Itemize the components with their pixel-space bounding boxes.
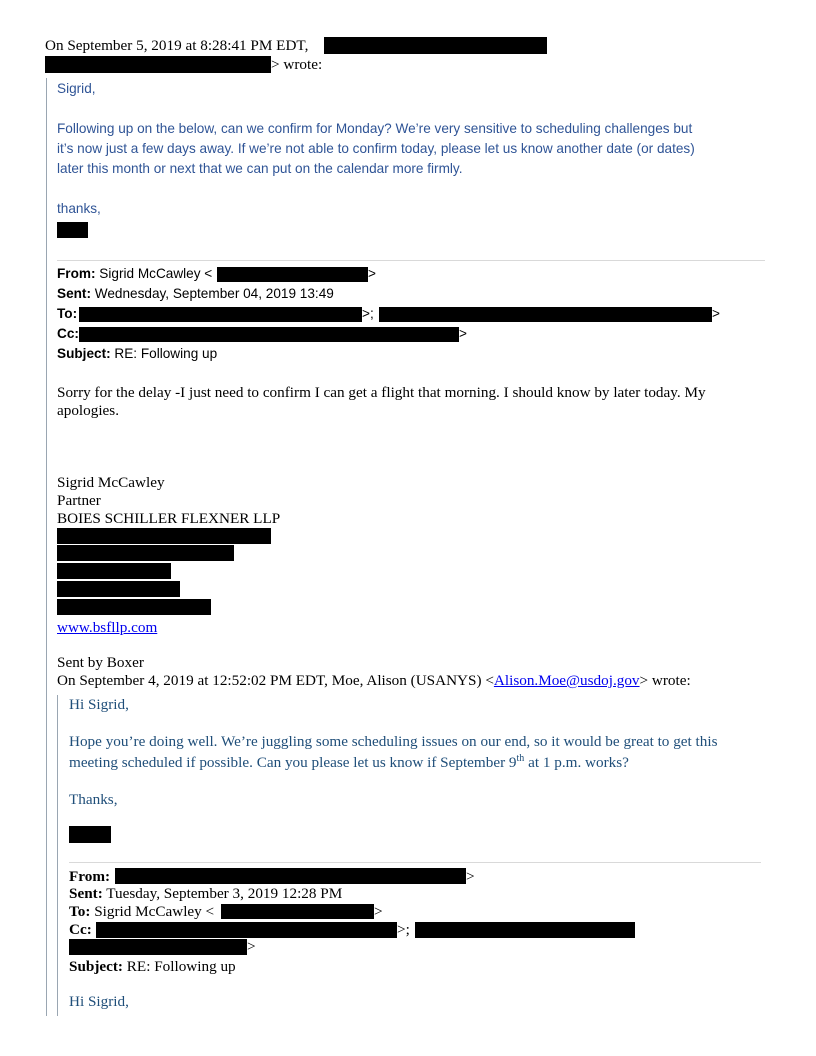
cc-line-separator: >; — [397, 921, 410, 938]
redaction-block — [57, 599, 211, 615]
to-line-separator: >; — [362, 306, 374, 321]
signoff: Thanks, — [69, 791, 118, 808]
header-divider — [69, 862, 761, 863]
to-line: To: Sigrid McCawley < — [69, 903, 215, 920]
redaction-block — [415, 922, 635, 938]
to-line-label: To: — [57, 306, 78, 321]
cc-line-end: > — [247, 938, 256, 955]
subject-line: Subject: RE: Following up — [69, 958, 236, 975]
body-line: later this month or next that we can put on the calendar more firmly. — [57, 161, 463, 176]
quote-bar-level2 — [57, 695, 58, 1016]
from-line: From: Sigrid McCawley < — [57, 266, 213, 281]
redaction-block — [69, 826, 111, 843]
redaction-block — [217, 267, 368, 282]
redaction-block — [324, 37, 547, 54]
from-line-label: From: — [69, 868, 111, 885]
redaction-block — [69, 939, 247, 955]
redaction-block — [379, 307, 712, 322]
greeting: Hi Sigrid, — [69, 993, 129, 1010]
greeting: Hi Sigrid, — [69, 696, 129, 713]
redaction-block — [96, 922, 397, 938]
redaction-block — [79, 307, 362, 322]
cc-line-label: Cc: — [69, 921, 92, 938]
body-line: it’s now just a few days away. If we’re not able to confirm today, please let us know another date (or dates) — [57, 141, 695, 156]
email-link[interactable]: Alison.Moe@usdoj.gov — [493, 672, 640, 689]
signature-firm: BOIES SCHILLER FLEXNER LLP — [57, 510, 281, 527]
body-line: Sorry for the delay -I just need to confirm I can get a flight that morning. I should know by later today. My — [57, 384, 706, 401]
redaction-block — [57, 581, 180, 597]
signature-title: Partner — [57, 492, 101, 509]
body-line: apologies. — [57, 402, 120, 419]
redaction-block — [45, 56, 271, 73]
from-line-end: > — [368, 266, 376, 281]
redaction-block — [57, 528, 271, 544]
quote-intro: On September 4, 2019 at 12:52:02 PM EDT, Moe, Alison (USANYS) <Alison.Moe@usdoj.gov> wrote: — [57, 672, 691, 689]
redaction-block — [57, 563, 171, 579]
cc-line-label: Cc: — [57, 326, 79, 341]
website-link-row — [57, 619, 157, 637]
subject-line: Subject: RE: Following up — [57, 346, 218, 361]
to-line-end: > — [712, 306, 720, 321]
sent-line: Sent: Wednesday, September 04, 2019 13:49 — [57, 286, 334, 301]
sent-line: Sent: Tuesday, September 3, 2019 12:28 PM — [69, 885, 343, 902]
greeting: Sigrid, — [57, 81, 96, 96]
sent-by: Sent by Boxer — [57, 654, 144, 671]
cc-line-end: > — [459, 326, 467, 341]
redaction-block — [57, 545, 234, 561]
redaction-block — [221, 904, 374, 919]
redaction-block — [79, 327, 459, 342]
quote-bar-level1 — [46, 78, 47, 1016]
redaction-block — [57, 222, 88, 238]
from-line-end: > — [466, 868, 475, 885]
header-divider — [57, 260, 765, 261]
to-line-end: > — [374, 903, 383, 920]
redaction-block — [115, 868, 466, 884]
website-link[interactable]: www.bsfllp.com — [57, 619, 158, 636]
signature-name: Sigrid McCawley — [57, 474, 165, 491]
body-line: meeting scheduled if possible. Can you please let us know if September 9th at 1 p.m. works? — [69, 752, 629, 771]
outer-header-wrote: > wrote: — [271, 56, 323, 73]
body-line: Following up on the below, can we confirm for Monday? We’re very sensitive to scheduling challenges but — [57, 121, 693, 136]
body-line: Hope you’re doing well. We’re juggling some scheduling issues on our end, so it would be great to get this — [69, 733, 718, 750]
signoff: thanks, — [57, 201, 101, 216]
outer-header-line1: On September 5, 2019 at 8:28:41 PM EDT, — [45, 37, 309, 54]
